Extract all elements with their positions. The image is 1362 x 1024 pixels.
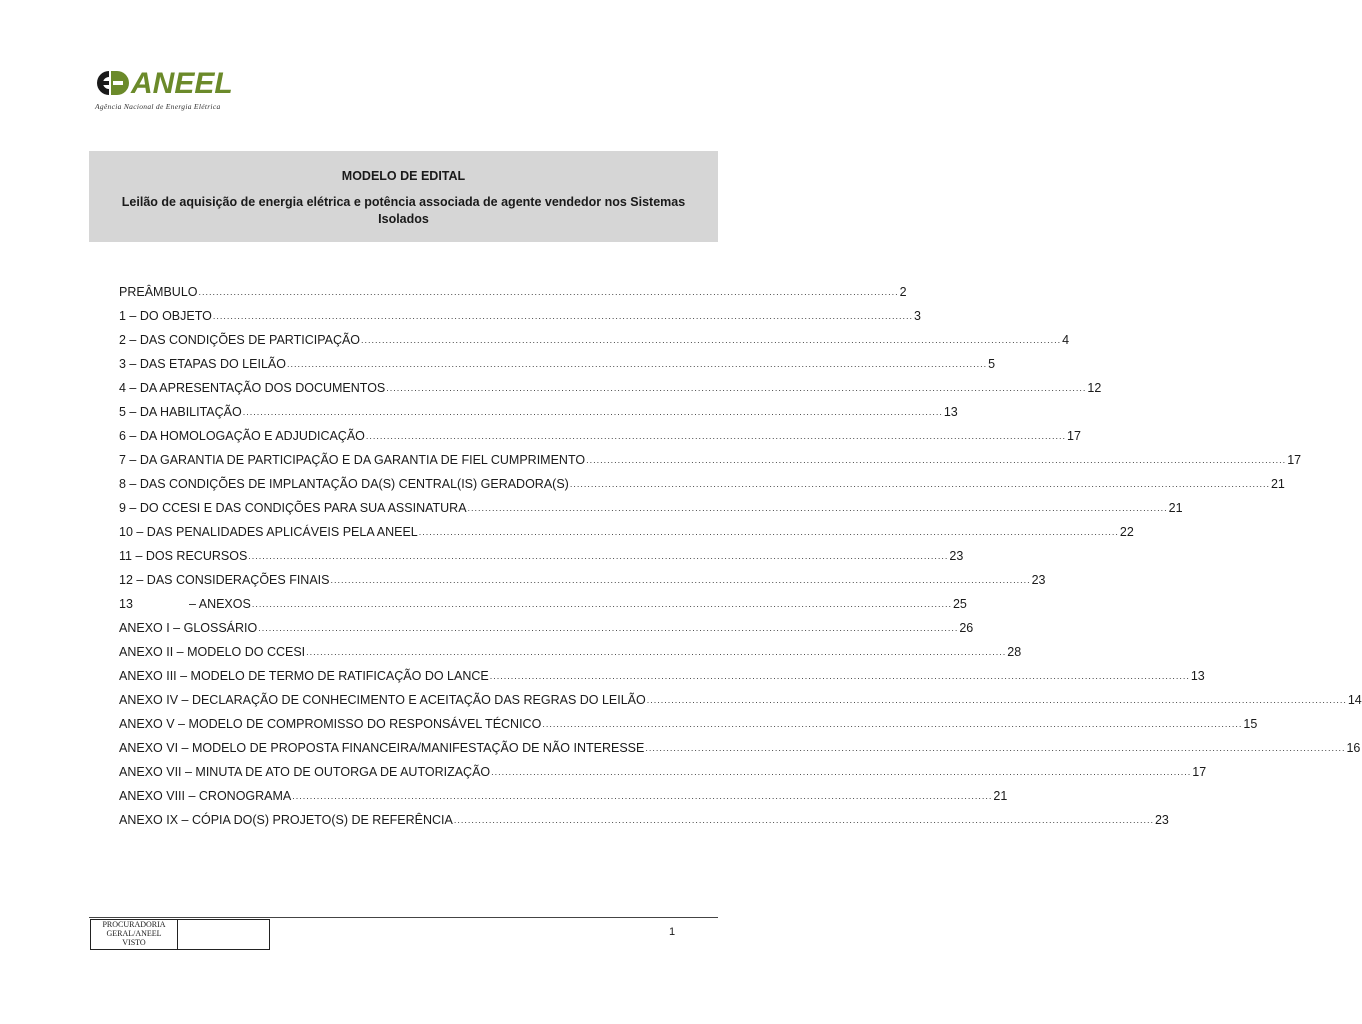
toc-leader-dots: ........................................................................................................................................................................................................: [361, 335, 1062, 345]
aneel-emblem-icon: [93, 68, 129, 98]
toc-entry-label: ANEXO III – MODELO DE TERMO DE RATIFICAÇÃO DO LANCE: [119, 669, 489, 683]
footer-divider: [89, 917, 718, 918]
toc-entry-label: ANEXO IV – DECLARAÇÃO DE CONHECIMENTO E ACEITAÇÃO DAS REGRAS DO LEILÃO: [119, 693, 646, 707]
toc-entry-page: 21: [993, 789, 1008, 803]
toc-entry-label: ANEXO VII – MINUTA DE ATO DE OUTORGA DE AUTORIZAÇÃO: [119, 765, 491, 779]
toc-entry[interactable]: [119, 299, 921, 323]
toc-entry-page: 23: [949, 549, 964, 563]
toc-entry-page: 13: [943, 405, 958, 419]
toc-entry-label: 5 – DA HABILITAÇÃO: [119, 405, 242, 419]
toc-entry[interactable]: [119, 539, 964, 563]
toc-entry-page: 16: [1346, 741, 1361, 755]
toc-entry[interactable]: [119, 659, 1205, 683]
stamp-line: GERAL/ANEEL: [106, 929, 162, 938]
toc-leader-dots: ........................................................................................................................................................................................................: [489, 671, 1190, 681]
toc-leader-dots: ........................................................................................................................................................................................................: [467, 503, 1168, 513]
toc-entry-page: 13: [1190, 669, 1205, 683]
toc-entry[interactable]: [119, 275, 907, 299]
document-title: MODELO DE EDITAL: [341, 169, 466, 183]
toc-entry-label: 12 – DAS CONSIDERAÇÕES FINAIS: [119, 573, 330, 587]
toc-entry[interactable]: [119, 371, 1102, 395]
toc-entry-page: 26: [959, 621, 974, 635]
toc-entry-page: 23: [1031, 573, 1046, 587]
toc-leader-dots: ........................................................................................................................................................................................................: [286, 359, 988, 369]
toc-entry-label: ANEXO II – MODELO DO CCESI: [119, 645, 306, 659]
toc-entry-page: 15: [1243, 717, 1258, 731]
toc-leader-dots: ........................................................................................................................................................................................................: [306, 647, 1007, 657]
toc-leader-dots: ........................................................................................................................................................................................................: [248, 551, 949, 561]
toc-leader-dots: ........................................................................................................................................................................................................: [258, 623, 959, 633]
logo-wordmark: ANEEL: [131, 67, 233, 100]
toc-entry[interactable]: [119, 467, 1285, 491]
toc-entry-label: [119, 597, 251, 611]
toc-leader-dots: ........................................................................................................................................................................................................: [330, 575, 1031, 585]
toc-leader-dots: ........................................................................................................................................................................................................: [569, 479, 1270, 489]
toc-entry-page: 25: [952, 597, 967, 611]
toc-entry-label: 4 – DA APRESENTAÇÃO DOS DOCUMENTOS: [119, 381, 386, 395]
toc-entry-label: 6 – DA HOMOLOGAÇÃO E ADJUDICAÇÃO: [119, 429, 365, 443]
toc-entry-label: 8 – DAS CONDIÇÕES DE IMPLANTAÇÃO DA(S) CENTRAL(IS) GERADORA(S): [119, 477, 569, 491]
toc-entry-page: 14: [1347, 693, 1362, 707]
toc-leader-dots: ........................................................................................................................................................................................................: [586, 455, 1287, 465]
toc-entry-label: PREÂMBULO: [119, 285, 198, 299]
toc-entry-label: 7 – DA GARANTIA DE PARTICIPAÇÃO E DA GARANTIA DE FIEL CUMPRIMENTO: [119, 453, 586, 467]
toc-entry-page: 5: [988, 357, 996, 371]
toc-entry-page: 17: [1287, 453, 1302, 467]
toc-leader-dots: ........................................................................................................................................................................................................: [365, 431, 1067, 441]
stamp-line: VISTO: [122, 938, 146, 947]
toc-entry-label: ANEXO I – GLOSSÁRIO: [119, 621, 258, 635]
toc-leader-dots: ........................................................................................................................................................................................................: [198, 287, 899, 297]
toc-entry-label: 10 – DAS PENALIDADES APLICÁVEIS PELA ANEEL: [119, 525, 418, 539]
logo-subtitle: Agência Nacional de Energia Elétrica: [95, 102, 221, 111]
toc-entry-label: 9 – DO CCESI E DAS CONDIÇÕES PARA SUA ASSINATURA: [119, 501, 467, 515]
approval-stamp-box: [90, 919, 270, 950]
toc-entry-number: 13: [119, 597, 133, 611]
toc-leader-dots: ........................................................................................................................................................................................................: [251, 599, 952, 609]
toc-entry[interactable]: [119, 563, 1046, 587]
toc-entry-page: 3: [913, 309, 921, 323]
toc-entry-page: 17: [1192, 765, 1207, 779]
toc-leader-dots: ........................................................................................................................................................................................................: [491, 767, 1192, 777]
toc-entry-label: 3 – DAS ETAPAS DO LEILÃO: [119, 357, 286, 371]
toc-entry-page: 12: [1087, 381, 1102, 395]
toc-entry[interactable]: [119, 707, 1258, 731]
toc-entry-page: 2: [899, 285, 907, 299]
aneel-logo: [93, 68, 263, 114]
toc-entry-label: ANEXO VI – MODELO DE PROPOSTA FINANCEIRA/MANIFESTAÇÃO DE NÃO INTERESSE: [119, 741, 645, 755]
toc-entry-label: 1 – DO OBJETO: [119, 309, 212, 323]
toc-entry[interactable]: [119, 611, 974, 635]
toc-leader-dots: ........................................................................................................................................................................................................: [645, 743, 1346, 753]
toc-entry[interactable]: [119, 443, 1302, 467]
toc-entry[interactable]: [119, 779, 1008, 803]
toc-entry[interactable]: [119, 323, 1070, 347]
toc-leader-dots: ........................................................................................................................................................................................................: [418, 527, 1119, 537]
toc-leader-dots: ........................................................................................................................................................................................................: [386, 383, 1087, 393]
toc-entry[interactable]: [119, 731, 1361, 755]
toc-entry-page: 21: [1270, 477, 1285, 491]
toc-entry[interactable]: [119, 515, 1134, 539]
toc-entry-page: 21: [1168, 501, 1183, 515]
stamp-line: PROCURADORIA: [102, 920, 166, 929]
toc-leader-dots: ........................................................................................................................................................................................................: [453, 815, 1154, 825]
toc-leader-dots: ........................................................................................................................................................................................................: [542, 719, 1243, 729]
toc-entry[interactable]: [119, 755, 1207, 779]
page-number: 1: [669, 926, 676, 938]
toc-entry-label: ANEXO VIII – CRONOGRAMA: [119, 789, 292, 803]
toc-entry-text: – ANEXOS: [189, 597, 251, 611]
toc-entry[interactable]: [119, 419, 1081, 443]
toc-entry-page: 4: [1062, 333, 1070, 347]
toc-entry[interactable]: [119, 635, 1022, 659]
toc-entry-label: 11 – DOS RECURSOS: [119, 549, 248, 563]
toc-entry-label: 2 – DAS CONDIÇÕES DE PARTICIPAÇÃO: [119, 333, 361, 347]
toc-entry[interactable]: [119, 683, 1362, 707]
toc-leader-dots: ........................................................................................................................................................................................................: [646, 695, 1347, 705]
toc-entry[interactable]: [119, 347, 996, 371]
toc-leader-dots: ........................................................................................................................................................................................................: [292, 791, 993, 801]
toc-entry-label: ANEXO IX – CÓPIA DO(S) PROJETO(S) DE REFERÊNCIA: [119, 813, 453, 827]
document-subtitle: Leilão de aquisição de energia elétrica e potência associada de agente vendedor nos Sistemas Isolados: [121, 195, 686, 226]
toc-entry[interactable]: [119, 803, 1169, 827]
toc-entry-label: ANEXO V – MODELO DE COMPROMISSO DO RESPONSÁVEL TÉCNICO: [119, 717, 542, 731]
document-title-box: [89, 151, 718, 242]
toc-entry-page: 22: [1119, 525, 1134, 539]
toc-entry-page: 28: [1007, 645, 1022, 659]
toc-entry-page: 23: [1154, 813, 1169, 827]
stamp-label: [91, 920, 178, 949]
table-of-contents: [119, 275, 1362, 827]
toc-entry[interactable]: [119, 491, 1183, 515]
toc-leader-dots: ........................................................................................................................................................................................................: [242, 407, 943, 417]
toc-entry-page: 17: [1067, 429, 1081, 443]
toc-entry[interactable]: [119, 587, 967, 611]
toc-entry[interactable]: [119, 395, 958, 419]
toc-leader-dots: ........................................................................................................................................................................................................: [212, 311, 913, 321]
